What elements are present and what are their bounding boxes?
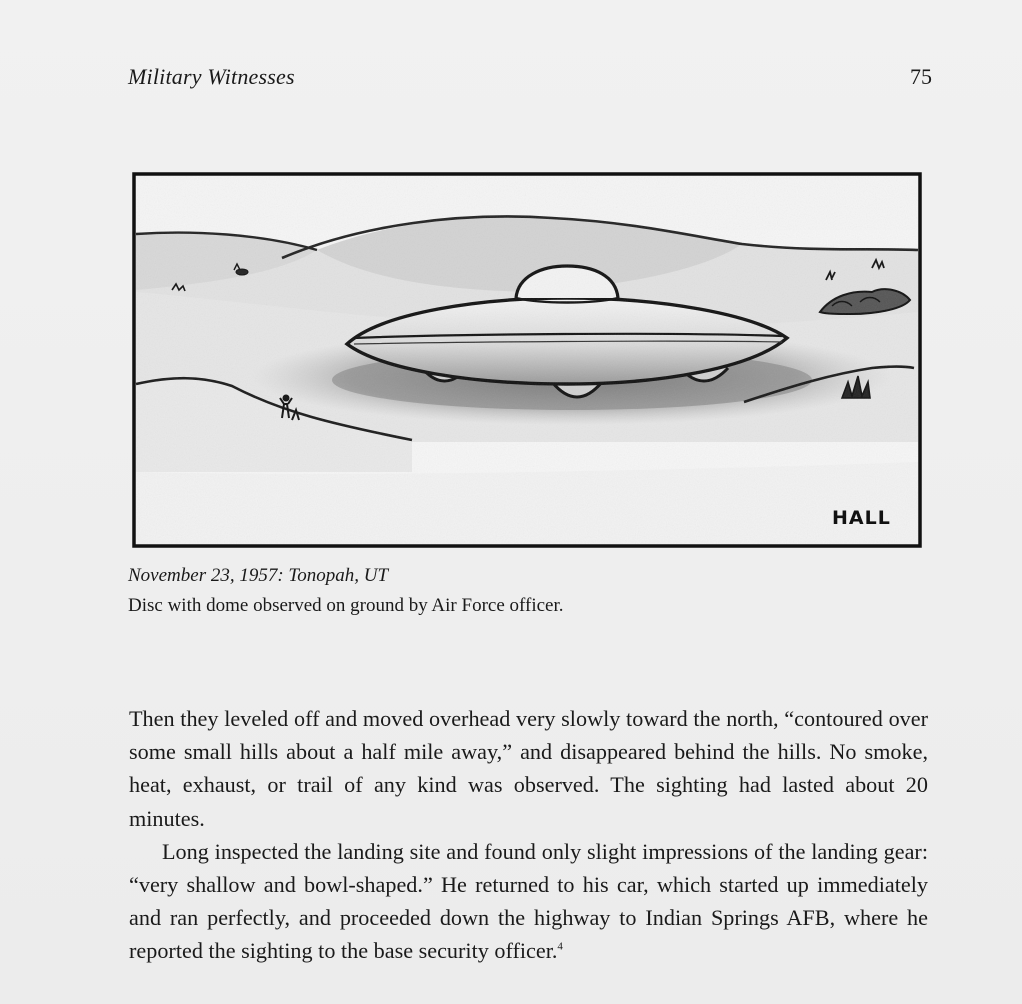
paragraph-2-text: Long inspected the landing site and found only slight impressions of the landing gear: “very shallow and bowl-shaped.” He returned to his car, which started up immediately and ran perfectly, and proceeded down the highway to Indian Springs AFB, where he reported the sighting to the base security officer. (129, 838, 928, 964)
artist-signature: HALL (832, 507, 891, 529)
page-number: 75 (910, 64, 932, 89)
paragraph-1: Then they leveled off and moved overhead very slowly toward the north, “contoured over some small hills about a half mile away,” and disappeared behind the hills. No smoke, heat, exhaust, or trail of any kind was observed. The sighting had lasted about 20 minutes. (129, 706, 928, 831)
figure-caption-description: Disc with dome observed on ground by Air Force officer. (128, 595, 564, 616)
footnote-marker[interactable]: 4 (557, 941, 563, 954)
paragraph-2 (129, 835, 928, 968)
body-text (129, 702, 928, 968)
figure-caption-date: November 23, 1957: Tonopah, UT (128, 565, 389, 586)
running-title: Military Witnesses (128, 64, 295, 89)
ufo-illustration (132, 172, 922, 548)
